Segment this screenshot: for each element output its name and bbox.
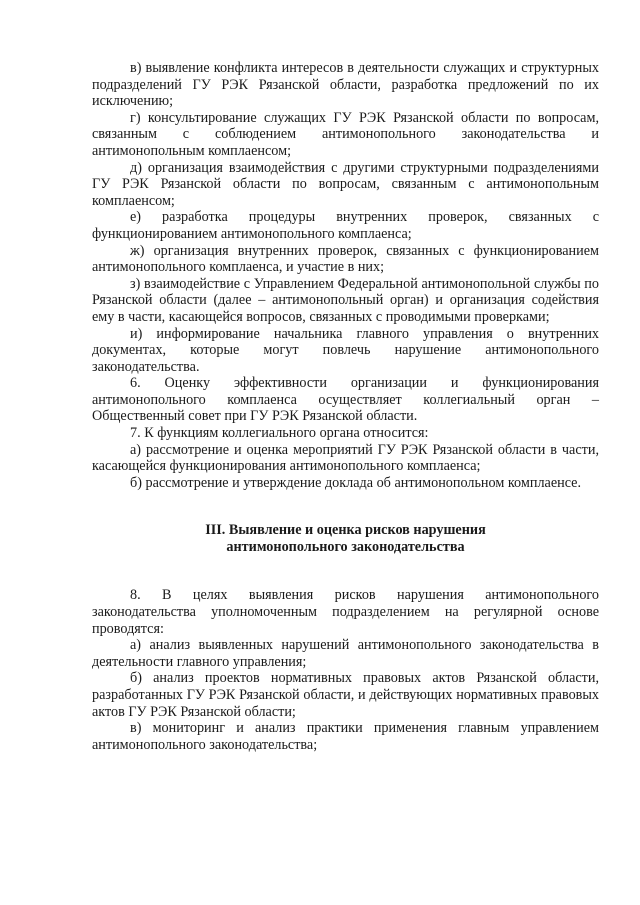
section-heading: [92, 522, 599, 556]
paragraph-i: и) информирование начальника главного управления о внутренних документах, которые могут повлечь нарушение антимонопольного законодательства.: [92, 325, 599, 375]
paragraph-7a: а) рассмотрение и оценка мероприятий ГУ РЭК Рязанской области в части, касающейся функционирования антимонопольного комплаенса;: [92, 441, 599, 475]
paragraph-z: з) взаимодействие с Управлением Федеральной антимонопольной службы по Рязанской области (далее – антимонопольный орган) и организация содействия ему в части, касающейся вопросов, связанных с проводимыми проверками;: [92, 275, 599, 325]
paragraph-7: 7. К функциям коллегиального органа относится:: [130, 425, 429, 442]
section-heading-line-2: антимонопольного законодательства: [226, 539, 465, 556]
paragraph-6: 6. Оценку эффективности организации и функционирования антимонопольного комплаенса осуществляет коллегиальный орган – Общественный совет при ГУ РЭК Рязанской области.: [92, 375, 599, 425]
paragraph-8b: б) анализ проектов нормативных правовых актов Рязанской области, разработанных ГУ РЭК Рязанской области, и действующих нормативных правовых актов ГУ РЭК Рязанской области;: [92, 670, 599, 720]
paragraph-8v: в) мониторинг и анализ практики применения главным управлением антимонопольного законодательства;: [92, 720, 599, 753]
document-page: [92, 60, 599, 753]
paragraph-8: 8. В целях выявления рисков нарушения антимонопольного законодательства уполномоченным подразделением на регулярной основе проводятся:: [92, 587, 599, 637]
paragraph-v: в) выявление конфликта интересов в деятельности служащих и структурных подразделений ГУ РЭК Рязанской области, разработка предложений по их исключению;: [92, 60, 599, 110]
section-heading-line-1: III. Выявление и оценка рисков нарушения: [205, 522, 486, 539]
paragraph-8a: а) анализ выявленных нарушений антимонопольного законодательства в деятельности главного управления;: [92, 637, 599, 670]
paragraph-g: г) консультирование служащих ГУ РЭК Рязанской области по вопросам, связанным с соблюдением антимонопольного законодательства и антимонопольным комплаенсом;: [92, 109, 599, 159]
paragraph-d: д) организация взаимодействия с другими структурными подразделениями ГУ РЭК Рязанской области по вопросам, связанным с антимонопольным комплаенсом;: [92, 159, 599, 209]
paragraph-7b: б) рассмотрение и утверждение доклада об антимонопольном комплаенсе.: [130, 474, 582, 491]
paragraph-zh: ж) организация внутренних проверок, связанных с функционированием антимонопольного комплаенса, и участие в них;: [92, 242, 599, 276]
paragraph-e: е) разработка процедуры внутренних проверок, связанных с функционированием антимонопольного комплаенса;: [92, 209, 599, 242]
